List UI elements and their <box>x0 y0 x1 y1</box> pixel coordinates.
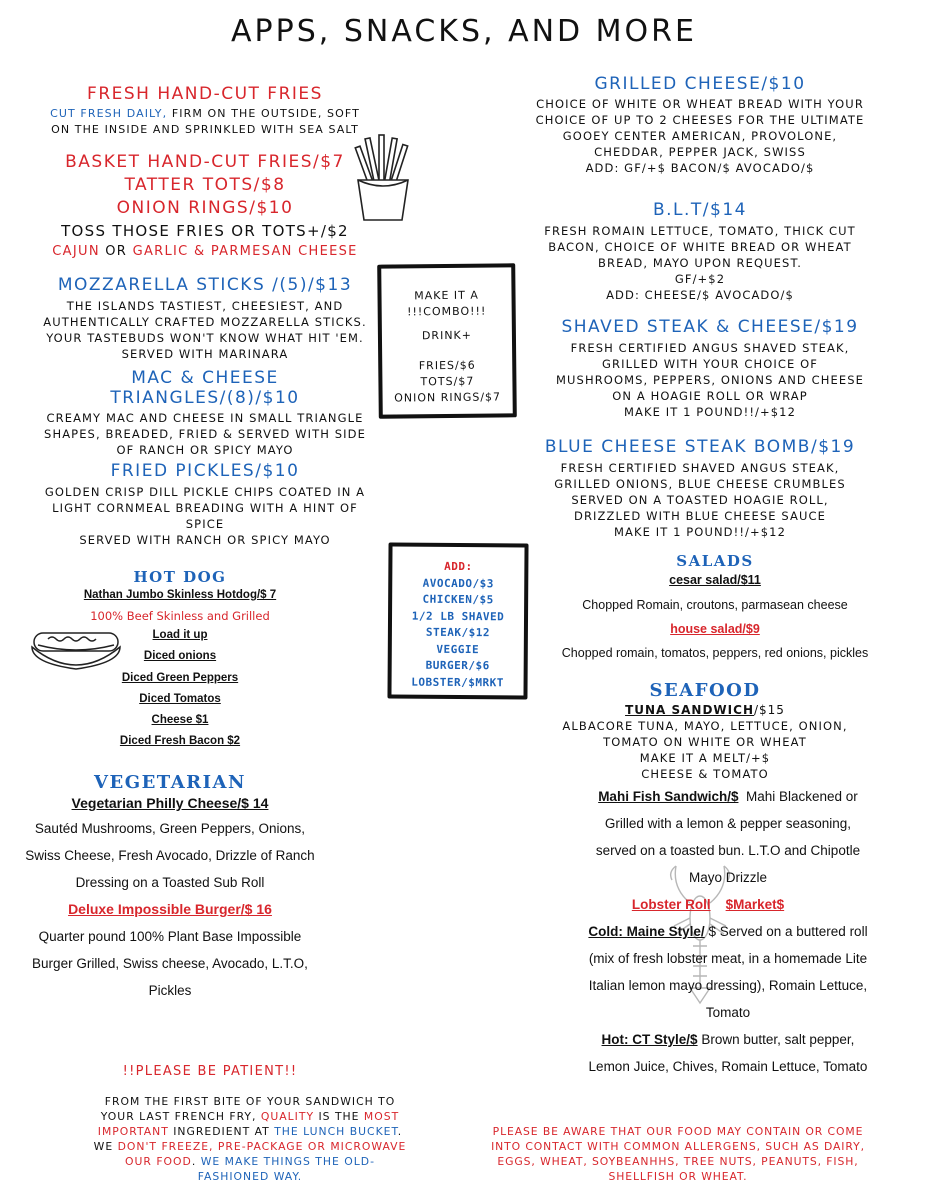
hotdog-item: Nathan Jumbo Skinless Hotdog/$ 7 <box>83 589 277 601</box>
hotdog-sub: 100% Beef Skinless and Grilled <box>90 609 270 623</box>
pickles-title: FRIED PICKLES/$10 <box>110 461 300 481</box>
combo-line2: !!!COMBO!!! <box>406 304 487 319</box>
cesar-salad-title: cesar salad/$11 <box>669 573 761 587</box>
fries-section <box>40 84 370 138</box>
tuna-desc: TOMATO ON WHITE OR WHEAT <box>603 735 807 749</box>
pickles-desc: GOLDEN CRISP DILL PICKLE CHIPS COATED IN A LIGHT CORNMEAL BREADING WITH A HINT OF SPICE <box>44 485 366 531</box>
impossible-title: Deluxe Impossible Burger/$ 16 <box>68 901 272 917</box>
hotdog-title: HOT DOG <box>133 568 227 586</box>
mahi-section <box>548 783 908 1080</box>
veg-philly-desc: Dressing on a Toasted Sub Roll <box>75 875 265 890</box>
lobster-title-line <box>548 891 908 918</box>
impossible-desc: Burger Grilled, Swiss cheese, Avocado, L.T.O, <box>32 956 308 971</box>
mac-title: MAC & CHEESE TRIANGLES/(8)/$10 <box>110 368 300 408</box>
topping-item: Diced Green Peppers <box>121 671 239 684</box>
salads-section <box>530 552 900 660</box>
pickles-served: SERVED WITH RANCH OR SPICY MAYO <box>79 533 331 547</box>
topping-item: Diced Fresh Bacon $2 <box>119 735 241 748</box>
mozzarella-desc: THE ISLANDS TASTIEST, CHEESIEST, AND AUTHENTICALLY CRAFTED MOZZARELLA STICKS. YOUR TASTEBUDS WON'T KNOW WHAT HIT 'EM. SERVED WITH MARINARA <box>43 299 367 361</box>
mozzarella-section <box>40 275 370 362</box>
patient-text: FROM THE FIRST BITE OF YOUR SANDWICH TO YOUR LAST FRENCH FRY, QUALITY IS THE MOST IMPORTANT INGREDIENT AT THE LUNCH BUCKET. WE DON'T FREEZE, PRE-PACKAGE OR MICROWAVE OUR FOOD. WE MAKE THINGS THE OLD-FASHIONED WAY. <box>93 1095 407 1183</box>
fries-desc: CUT FRESH DAILY, FIRM ON THE OUTSIDE, SOFT ON THE INSIDE AND SPRINKLED WITH SEA SALT <box>50 107 360 136</box>
blt-desc: FRESH ROMAIN LETTUCE, TOMATO, THICK CUT BACON, CHOICE OF WHITE BREAD OR WHEAT BREAD, MAYO UPON REQUEST. <box>544 224 856 270</box>
veg-philly-title: Vegetarian Philly Cheese/$ 14 <box>71 795 269 811</box>
bomb-pound: MAKE IT 1 POUND!!/+$12 <box>613 525 787 539</box>
blt-title: B.L.T/$14 <box>652 200 747 220</box>
fries-title: FRESH HAND-CUT FRIES <box>87 84 323 104</box>
hot-line: Hot: CT Style/$ Brown butter, salt pepper, <box>601 1032 855 1047</box>
page-title: APPS, SNACKS, AND MORE <box>231 14 697 49</box>
tuna-desc: ALBACORE TUNA, MAYO, LETTUCE, ONION, <box>562 719 848 733</box>
bomb-section <box>525 437 875 540</box>
blt-add: ADD: CHEESE/$ AVOCADO/$ <box>606 288 794 302</box>
onion-rings-item: ONION RINGS/$10 <box>116 198 294 218</box>
cold-desc: (mix of fresh lobster meat, in a homemade Lite <box>588 951 868 966</box>
toss-option: TOSS THOSE FRIES OR TOTS+/$2 <box>61 222 349 240</box>
combo-tots: TOTS/$7 <box>420 374 475 389</box>
mac-section <box>40 368 370 458</box>
topping-item: Cheese $1 <box>151 714 209 727</box>
grilled-cheese-desc: CHOICE OF WHITE OR WHEAT BREAD WITH YOUR CHOICE OF UP TO 2 CHEESES FOR THE ULTIMATE GOOEY CENTER AMERICAN, PROVOLONE, CHEDDAR, PEPPER JACK, SWISS <box>535 97 865 159</box>
add-line: VEGGIE <box>436 642 480 656</box>
basket-fries-item: BASKET HAND-CUT FRIES/$7 <box>65 152 345 172</box>
vegetarian-section <box>0 772 340 1004</box>
bomb-title: BLUE CHEESE STEAK BOMB/$19 <box>544 437 856 457</box>
mahi-desc: served on a toasted bun. L.T.O and Chipotle <box>595 843 861 858</box>
lobster-title: Lobster Roll <box>631 897 711 912</box>
add-line: 1/2 LB SHAVED <box>411 609 505 623</box>
mahi-line: Mahi Fish Sandwich/$ Mahi Blackened or <box>598 789 858 804</box>
fries-items <box>40 151 370 262</box>
impossible-desc: Quarter pound 100% Plant Base Impossible <box>38 929 302 944</box>
salads-title: SALADS <box>676 552 754 570</box>
combo-rings: ONION RINGS/$7 <box>394 390 502 405</box>
impossible-desc: Pickles <box>148 983 192 998</box>
cesar-salad-desc: Chopped Romain, croutons, parmasean cheese <box>582 598 848 612</box>
veg-philly-desc: Swiss Cheese, Fresh Avocado, Drizzle of Ranch <box>25 848 315 863</box>
toss-flavors: CAJUN OR GARLIC & PARMESAN CHEESE <box>52 244 358 259</box>
allergen-notice: PLEASE BE AWARE THAT OUR FOOD MAY CONTAIN OR COME INTO CONTACT WITH COMMON ALLERGENS, SUCH AS DAIRY, EGGS, WHEAT, SOYBEANHHS, TREE NUTS, PEANUTS, FISH, SHELLFISH OR WHEAT. <box>491 1125 865 1183</box>
combo-drink: DRINK+ <box>421 328 473 343</box>
patient-title: !!PLEASE BE PATIENT!! <box>122 1064 298 1079</box>
mac-desc: CREAMY MAC AND CHEESE IN SMALL TRIANGLE SHAPES, BREADED, FRIED & SERVED WITH SIDE OF RANCH OR SPICY MAYO <box>44 411 366 457</box>
add-line: LOBSTER/$MRKT <box>411 675 504 689</box>
blt-gf: GF/+$2 <box>674 272 726 286</box>
add-line: STEAK/$12 <box>425 625 491 640</box>
hot-title: Hot: CT Style/$ <box>601 1032 698 1047</box>
steak-title: SHAVED STEAK & CHEESE/$19 <box>561 317 859 337</box>
hot-desc: Lemon Juice, Chives, Romain Lettuce, Tomato <box>588 1059 868 1074</box>
seafood-section <box>530 680 880 782</box>
add-line: BURGER/$6 <box>425 658 490 673</box>
tatter-tots-item: TATTER TOTS/$8 <box>124 175 286 195</box>
blt-section <box>540 200 860 303</box>
seafood-title: SEAFOOD <box>649 680 761 701</box>
topping-item: Diced Tomatos <box>139 692 221 705</box>
cold-line: Cold: Maine Style/ $ Served on a buttered roll <box>588 924 868 939</box>
mahi-desc: Mayo Drizzle <box>688 870 767 885</box>
cold-desc: Tomato <box>705 1005 751 1020</box>
veg-philly-desc: Sautéd Mushrooms, Green Peppers, Onions, <box>34 821 306 836</box>
mahi-desc: Grilled with a lemon & pepper seasoning, <box>604 816 852 831</box>
cold-title: Cold: Maine Style/ <box>588 924 705 939</box>
topping-item: Diced onions <box>143 650 217 663</box>
grilled-cheese-title: GRILLED CHEESE/$10 <box>594 74 806 94</box>
cold-desc: Italian lemon mayo dressing), Romain Lettuce, <box>588 978 868 993</box>
vegetarian-title: VEGETARIAN <box>94 772 246 793</box>
lobster-price: $Market$ <box>725 897 785 912</box>
add-line: AVOCADO/$3 <box>422 576 494 590</box>
add-line: CHICKEN/$5 <box>422 592 494 607</box>
combo-fries: FRIES/$6 <box>418 358 476 373</box>
steak-desc: FRESH CERTIFIED ANGUS SHAVED STEAK, GRILLED WITH YOUR CHOICE OF MUSHROOMS, PEPPERS, ONIONS AND CHEESE ON A HOAGIE ROLL OR WRAP <box>556 341 864 403</box>
steak-pound: MAKE IT 1 POUND!!/+$12 <box>623 405 797 419</box>
pickles-section <box>40 461 370 548</box>
tuna-desc: MAKE IT A MELT/+$ <box>639 751 771 765</box>
steak-section <box>530 317 890 420</box>
house-salad-title: house salad/$9 <box>670 622 760 636</box>
bomb-desc: FRESH CERTIFIED SHAVED ANGUS STEAK, GRILLED ONIONS, BLUE CHEESE CRUMBLES SERVED ON A TOASTED HOAGIE ROLL, DRIZZLED WITH BLUE CHEESE SAUCE <box>554 461 846 523</box>
combo-line1: MAKE IT A <box>414 288 479 303</box>
grilled-cheese-add: ADD: GF/+$ BACON/$ AVOCADO/$ <box>585 161 815 175</box>
combo-box <box>377 263 517 418</box>
french-fries-icon <box>352 132 414 224</box>
tuna-title: TUNA SANDWICH/$15 <box>625 703 785 717</box>
grilled-cheese-section <box>535 74 865 176</box>
add-title: ADD: <box>444 559 473 574</box>
add-box <box>387 543 528 700</box>
house-salad-desc: Chopped romain, tomatos, peppers, red onions, pickles <box>561 646 869 660</box>
tuna-desc: CHEESE & TOMATO <box>641 767 769 781</box>
mahi-title: Mahi Fish Sandwich/$ <box>598 789 739 804</box>
mozzarella-title: MOZZARELLA STICKS /(5)/$13 <box>57 275 353 295</box>
topping-item: Load it up <box>152 629 208 641</box>
hotdog-icon <box>28 625 124 673</box>
